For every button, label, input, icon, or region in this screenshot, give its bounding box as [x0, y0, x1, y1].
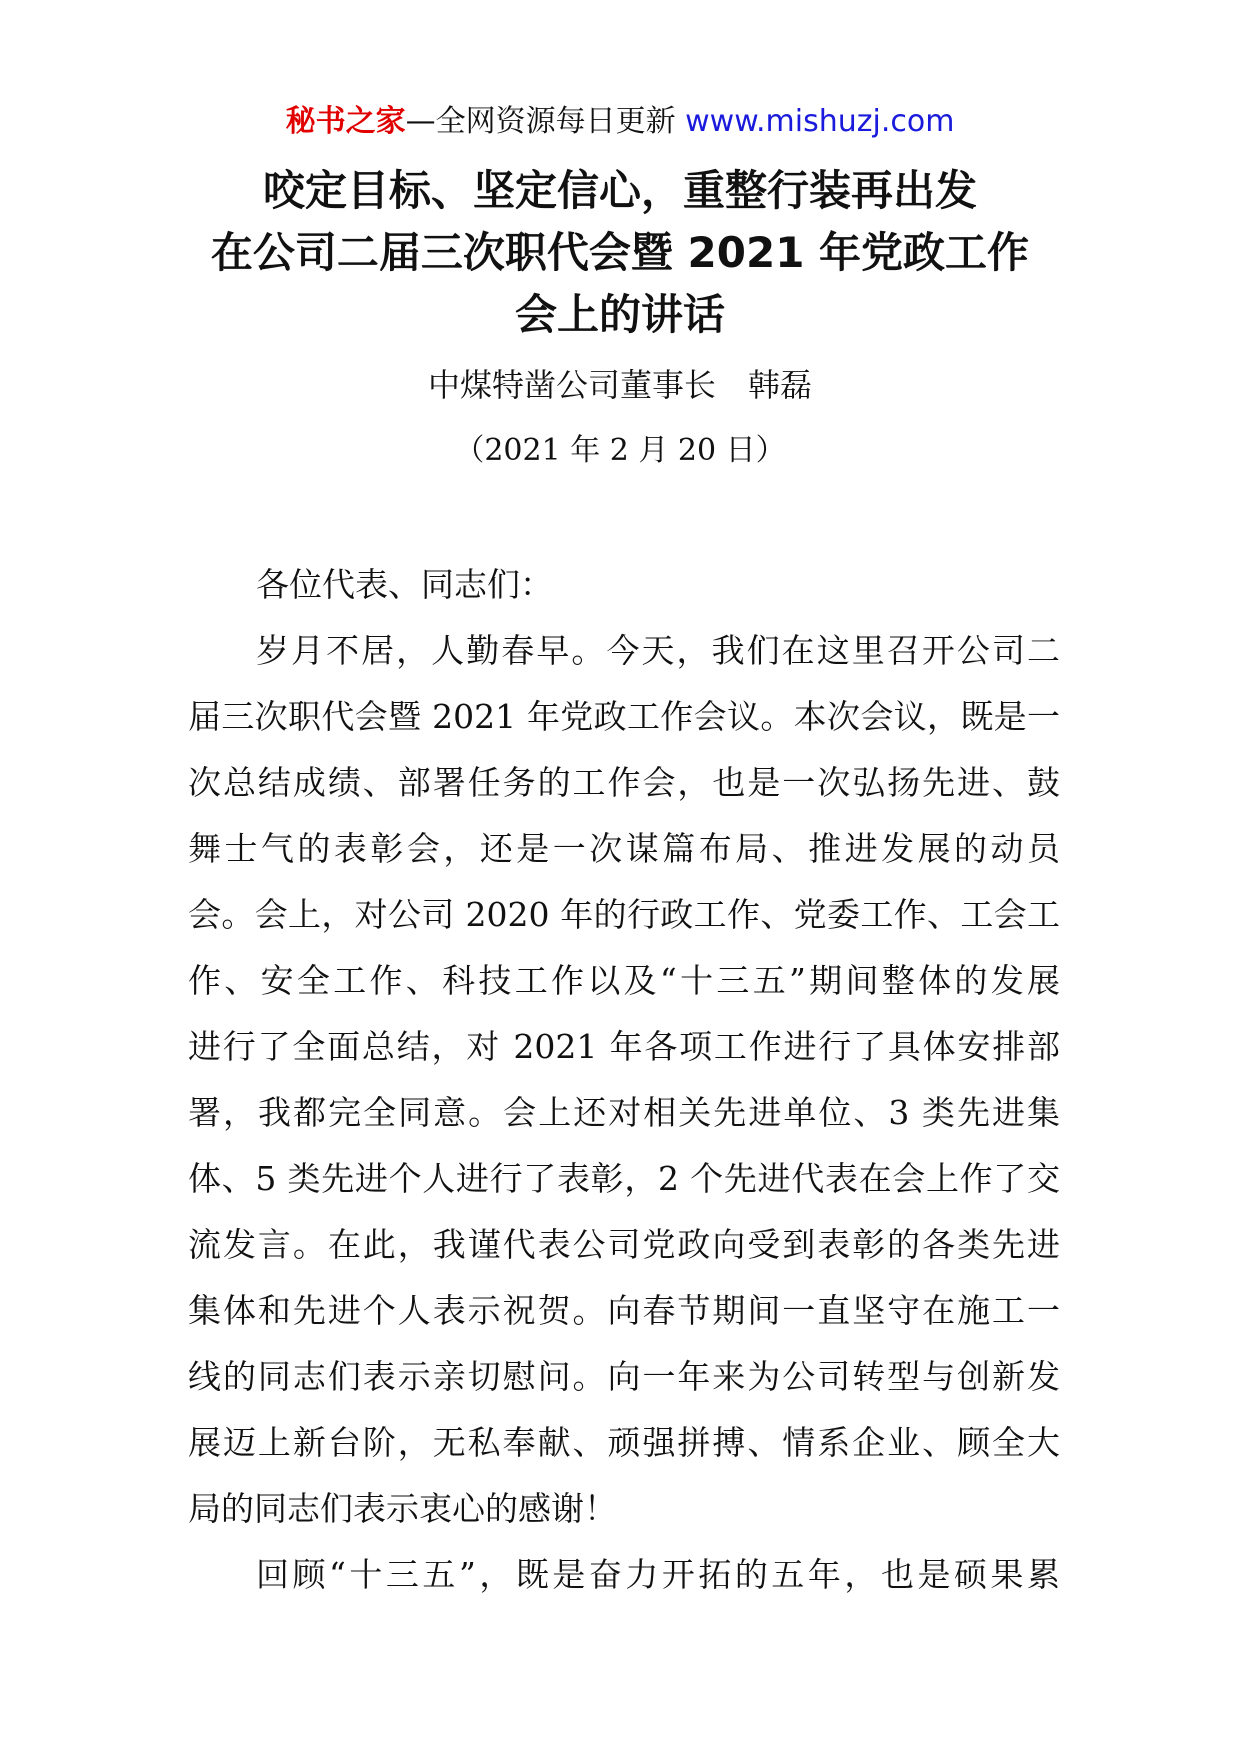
salutation-line: 各位代表、同志们：: [256, 565, 553, 604]
date-line: （2021 年 2 月 20 日）: [454, 433, 786, 468]
body-line: 展迈上新台阶，无私奉献、顽强拼搏、情系企业、顾全大: [188, 1423, 1060, 1462]
body-line: 集体和先进个人表示祝贺。向春节期间一直坚守在施工一: [188, 1291, 1060, 1330]
header-url-link[interactable]: www.mishuzj.com: [685, 104, 955, 139]
body-line: 线的同志们表示亲切慰问。向一年来为公司转型与创新发: [188, 1357, 1060, 1396]
speech-body: [188, 552, 1060, 1608]
document-title: [0, 160, 1240, 346]
title-line-1: 咬定目标、坚定信心，重整行装再出发: [262, 166, 977, 215]
body-line: 届三次职代会暨 2021 年党政工作会议。本次会议，既是一: [188, 697, 1060, 736]
body-line: 体、5 类先进个人进行了表彰，2 个先进代表在会上作了交: [188, 1159, 1060, 1198]
author-line: 中煤特凿公司董事长 韩磊: [427, 366, 812, 404]
body-line: 次总结成绩、部署任务的工作会，也是一次弘扬先进、鼓: [188, 763, 1060, 802]
header-tagline: —全网资源每日更新: [405, 104, 676, 139]
body-line: 作、安全工作、科技工作以及“十三五”期间整体的发展: [188, 961, 1060, 1000]
body-line: 岁月不居，人勤春早。今天，我们在这里召开公司二: [256, 631, 1060, 670]
site-header: [0, 100, 1240, 144]
body-line: 局的同志们表示衷心的感谢！: [188, 1489, 617, 1528]
body-line: 署，我都完全同意。会上还对相关先进单位、3 类先进集: [188, 1093, 1060, 1132]
title-line-3: 会上的讲话: [514, 290, 725, 339]
body-line: 回顾“十三五”，既是奋力开拓的五年，也是硕果累: [256, 1555, 1060, 1594]
brand-name: 秘书之家: [285, 104, 406, 139]
body-line: 进行了全面总结，对 2021 年各项工作进行了具体安排部: [188, 1027, 1060, 1066]
body-line: 会。会上，对公司 2020 年的行政工作、党委工作、工会工: [188, 895, 1060, 934]
body-line: 舞士气的表彰会，还是一次谋篇布局、推进发展的动员: [188, 829, 1060, 868]
title-line-2: 在公司二届三次职代会暨 2021 年党政工作: [210, 228, 1030, 277]
body-line: 流发言。在此，我谨代表公司党政向受到表彰的各类先进: [188, 1225, 1060, 1264]
